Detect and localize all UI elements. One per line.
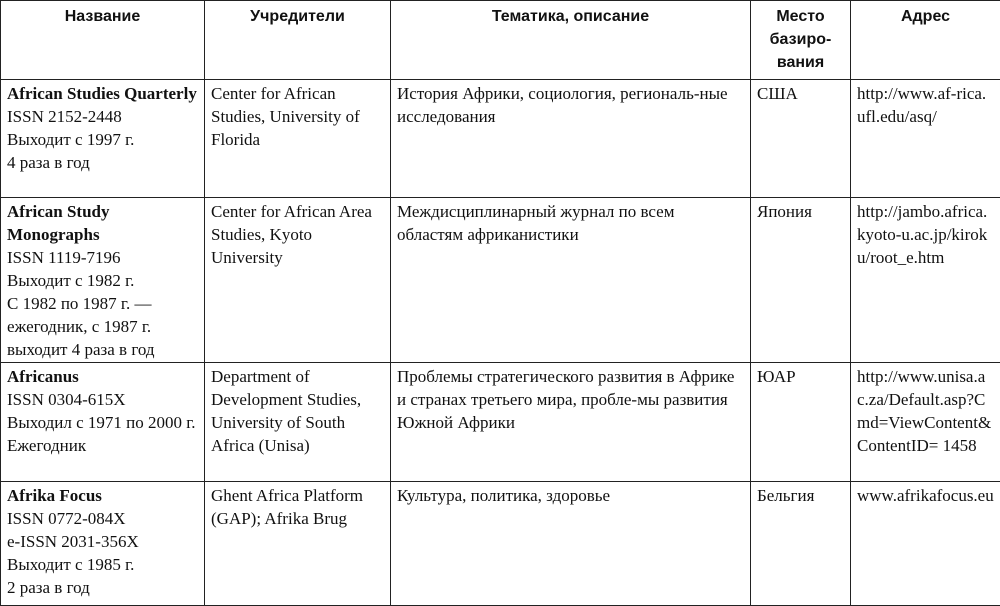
location-cell: США: [751, 80, 851, 198]
journal-detail: Выходил с 1971 по 2000 г.: [7, 411, 198, 434]
header-name: Название: [1, 1, 205, 80]
journal-title: Afrika Focus: [7, 484, 198, 507]
journal-detail: 2 раза в год: [7, 576, 198, 599]
journal-title: African Study Monographs: [7, 200, 198, 246]
topic-cell: Проблемы стратегического развития в Африке и странах третьего мира, пробле-мы развития Южной Африки: [391, 363, 751, 482]
address-cell[interactable]: http://www.unisa.ac.za/Default.asp?Cmd=ViewContent&ContentID= 1458: [851, 363, 1000, 482]
table-row: [1, 363, 1000, 482]
location-cell: ЮАР: [751, 363, 851, 482]
journal-title: African Studies Quarterly: [7, 82, 198, 105]
address-cell[interactable]: http://www.af-rica.ufl.edu/asq/: [851, 80, 1000, 198]
address-cell[interactable]: www.afrikafocus.eu: [851, 482, 1000, 606]
header-founders: Учредители: [205, 1, 391, 80]
table-row: [1, 80, 1000, 198]
journal-name-cell: [1, 80, 205, 198]
founders-cell: Center for African Area Studies, Kyoto University: [205, 198, 391, 363]
founders-cell: Center for African Studies, University of Florida: [205, 80, 391, 198]
header-topic: Тематика, описание: [391, 1, 751, 80]
topic-cell: Междисциплинарный журнал по всем областям африканистики: [391, 198, 751, 363]
location-cell: Бельгия: [751, 482, 851, 606]
journal-detail: ISSN 2152-2448: [7, 105, 198, 128]
journal-detail: ISSN 0304-615X: [7, 388, 198, 411]
journal-detail: ISSN 1119-7196: [7, 246, 198, 269]
journal-name-cell: [1, 482, 205, 606]
header-address: Адрес: [851, 1, 1000, 80]
journal-detail: 4 раза в год: [7, 151, 198, 174]
founders-cell: Department of Development Studies, University of South Africa (Unisa): [205, 363, 391, 482]
journal-detail: С 1982 по 1987 г. — ежегодник, с 1987 г. выходит 4 раза в год: [7, 292, 198, 361]
journal-detail: e-ISSN 2031-356X: [7, 530, 198, 553]
journal-name-cell: [1, 198, 205, 363]
journal-detail: Ежегодник: [7, 434, 198, 457]
address-cell[interactable]: http://jambo.africa.kyoto-u.ac.jp/kiroku/root_e.htm: [851, 198, 1000, 363]
header-location: Место базиро-вания: [751, 1, 851, 80]
journal-name-cell: [1, 363, 205, 482]
journal-detail: Выходит с 1982 г.: [7, 269, 198, 292]
journal-detail: ISSN 0772-084X: [7, 507, 198, 530]
location-cell: Япония: [751, 198, 851, 363]
topic-cell: История Африки, социология, региональ-ные исследования: [391, 80, 751, 198]
table-row: [1, 198, 1000, 363]
table-row: [1, 482, 1000, 606]
founders-cell: Ghent Africa Platform (GAP); Afrika Brug: [205, 482, 391, 606]
journal-detail: Выходит с 1985 г.: [7, 553, 198, 576]
journal-title: Africanus: [7, 365, 198, 388]
topic-cell: Культура, политика, здоровье: [391, 482, 751, 606]
journal-detail: Выходит с 1997 г.: [7, 128, 198, 151]
table-header-row: [1, 1, 1000, 80]
